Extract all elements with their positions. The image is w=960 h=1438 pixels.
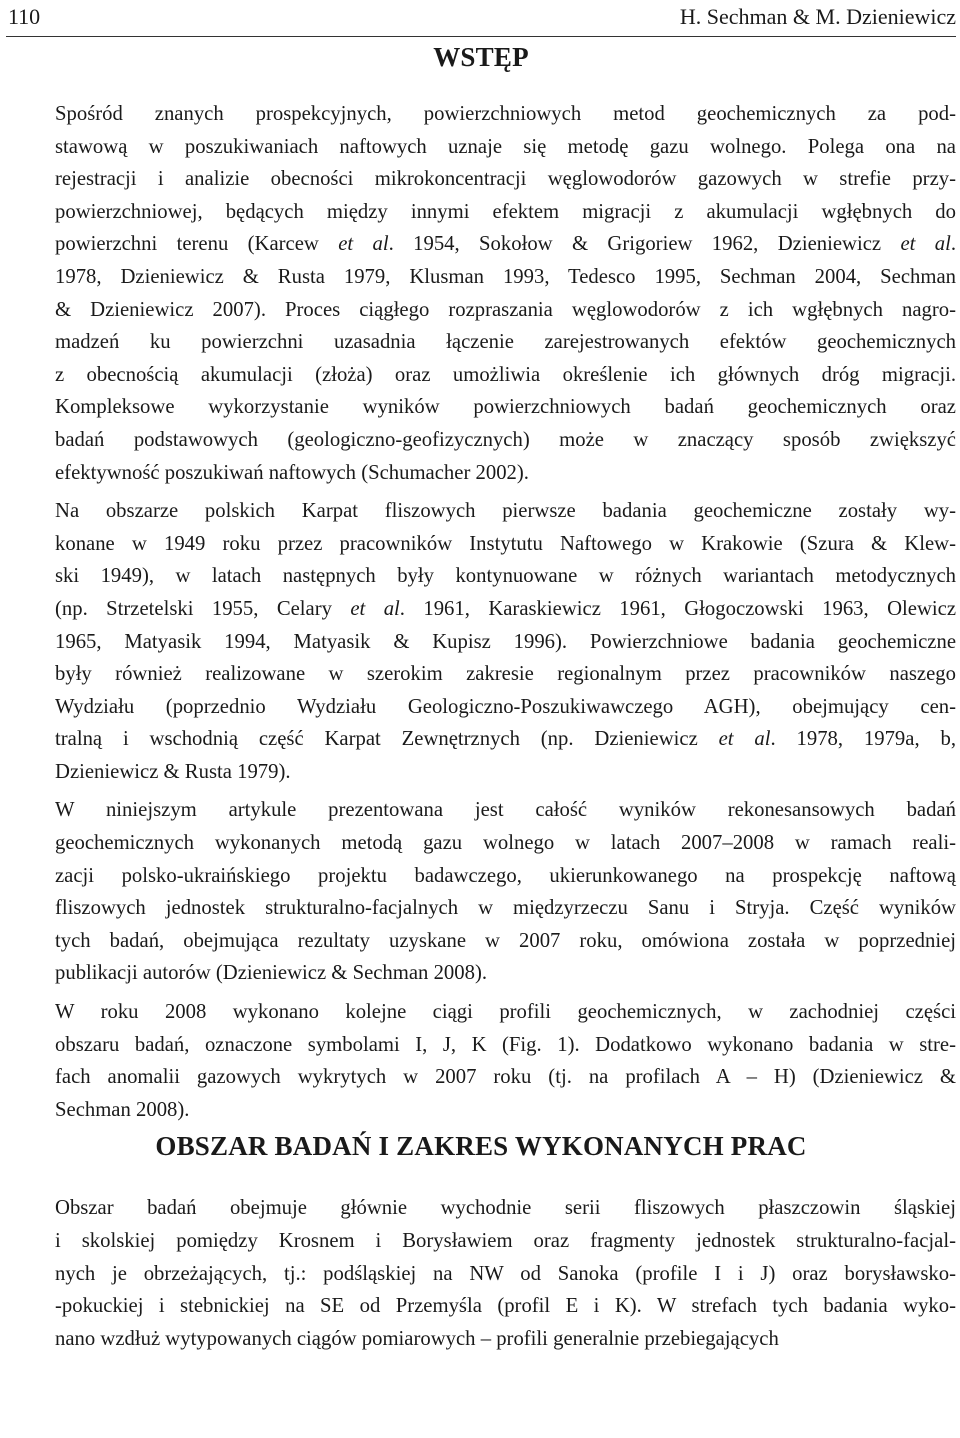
study-area-section-body [6, 1192, 956, 1355]
text-run: powierzchni terenu (Karcew [55, 233, 339, 256]
text-run: Na obszarze polskich Karpat fliszowych pierwsze badania geochemiczne zostały wy- [55, 500, 956, 523]
text-run: & Dzieniewicz 2007). Proces ciągłego rozpraszania węglowodorów z ich wgłębnych nagro- [55, 298, 956, 321]
italic-text: et al [718, 728, 771, 751]
running-header [6, 0, 956, 37]
text-line [6, 1323, 956, 1356]
text-line [6, 391, 956, 424]
text-run: fach anomalii gazowych wykrytych w 2007 roku (tj. na profilach A – H) (Dzieniewicz & [55, 1066, 956, 1089]
text-line [6, 261, 956, 294]
text-run: Spośród znanych prospekcyjnych, powierzchniowych metod geochemicznych za pod- [55, 103, 956, 125]
paragraph [6, 495, 956, 788]
text-line [6, 626, 956, 659]
text-line [6, 1290, 956, 1323]
paragraph [6, 794, 956, 990]
text-line [6, 1061, 956, 1094]
introduction-section-body [6, 98, 956, 1126]
journal-page [6, 0, 956, 1355]
italic-text: et al [350, 597, 400, 620]
text-run: i skolskiej pomiędzy Krosnem i Borysławiem oraz fragmenty jednostek strukturalno-facjal- [55, 1230, 956, 1252]
section-heading-introduction: WSTĘP [433, 42, 529, 72]
text-line [6, 996, 956, 1029]
text-line [6, 691, 956, 724]
text-run: nano wzdłuż wytypowanych ciągów pomiarowych – profili generalnie przebiegających [55, 1327, 779, 1350]
text-line [6, 163, 956, 196]
text-line [6, 957, 956, 990]
text-run: stawową w poszukiwaniach naftowych uznaje się metodę gazu wolnego. Polega ona na [55, 135, 956, 158]
text-line [6, 131, 956, 164]
text-line [6, 528, 956, 561]
text-line [6, 98, 956, 131]
text-line [6, 1225, 956, 1258]
text-line [6, 1192, 956, 1225]
text-line [6, 196, 956, 229]
text-run: 1978, Dzieniewicz & Rusta 1979, Klusman 1993, Tedesco 1995, Sechman 2004, Sechman [55, 265, 956, 288]
text-line [6, 359, 956, 392]
text-run: Dzieniewicz & Rusta 1979). [55, 760, 291, 783]
text-line [6, 658, 956, 691]
text-line [6, 860, 956, 893]
text-run: powierzchniowej, będących między innymi efektem migracji z akumulacji wgłębnych do [55, 200, 956, 223]
text-run: W roku 2008 wykonano kolejne ciągi profili geochemicznych, w zachodniej części [55, 1001, 956, 1024]
text-line [6, 1029, 956, 1062]
section-heading-study-area: OBSZAR BADAŃ I ZAKRES WYKONANYCH PRAC [155, 1131, 807, 1162]
paragraph [6, 996, 956, 1126]
text-run: (np. Strzetelski 1955, Celary [55, 597, 351, 620]
text-run: Kompleksowe wykorzystanie wyników powierzchniowych badań geochemicznych oraz [55, 396, 956, 419]
text-line [6, 1094, 956, 1127]
text-line [6, 294, 956, 327]
text-run: obszaru badań, oznaczone symbolami I, J, K (Fig. 1). Dodatkowo wykonano badania w stre- [55, 1033, 956, 1056]
text-run: tych badań, obejmująca rezultaty uzyskane w 2007 roku, omówiona została w poprzedniej [55, 929, 956, 952]
running-head-authors: H. Sechman & M. Dzieniewicz [679, 4, 956, 29]
text-run: . 1954, Sokołow & Grigoriew 1962, Dzieniewicz [388, 233, 901, 256]
text-run: efektywność poszukiwań naftowych (Schumacher 2002). [55, 461, 529, 484]
text-run: . [950, 233, 957, 256]
text-run: . 1978, 1979a, b, [770, 728, 956, 751]
text-run: madzeń ku powierzchni uzasadnia łączenie zarejestrowanych efektów geochemicznych [55, 331, 956, 354]
text-line [6, 1258, 956, 1291]
text-line [6, 326, 956, 359]
paragraph [6, 98, 956, 489]
text-run: Sechman 2008). [55, 1098, 190, 1121]
text-run: badań podstawowych (geologiczno-geofizycznych) może w znaczący sposób zwiększyć [55, 428, 956, 451]
text-run: Wydziału (poprzednio Wydziału Geologiczno-Poszukiwawczego AGH), obejmujący cen- [55, 695, 956, 718]
text-line [6, 794, 956, 827]
italic-text: et al [338, 233, 389, 256]
text-line [6, 756, 956, 789]
text-run: . 1961, Karaskiewicz 1961, Głogoczowski 1963, Olewicz [399, 597, 957, 620]
text-run: ski 1949), w latach następnych były kontynuowane w różnych wariantach metodycznych [55, 565, 956, 588]
text-run: geochemicznych wykonanych metodą gazu wolnego w latach 2007–2008 w ramach reali- [55, 832, 956, 855]
text-line [6, 495, 956, 528]
italic-text: et al [900, 233, 951, 256]
text-run: zacji polsko-ukraińskiego projektu badawczego, ukierunkowanego na prospekcję naftową [55, 864, 956, 887]
text-line [6, 457, 956, 490]
text-run: tralną i wschodnią część Karpat Zewnętrznych (np. Dzieniewicz [55, 728, 719, 751]
text-run: publikacji autorów (Dzieniewicz & Sechman 2008). [55, 962, 488, 985]
text-line [6, 424, 956, 457]
text-line [6, 827, 956, 860]
text-line [6, 228, 956, 261]
text-run: były również realizowane w szerokim zakresie regionalnym przez pracowników naszego [55, 663, 956, 686]
text-run: -pokuckiej i stebnickiej na SE od Przemyśla (profil E i K). W strefach tych badania wyko- [55, 1295, 956, 1318]
text-run: W niniejszym artykule prezentowana jest całość wyników rekonesansowych badań [55, 799, 956, 822]
text-run: konane w 1949 roku przez pracowników Instytutu Naftowego w Krakowie (Szura & Klew- [55, 532, 956, 555]
text-run: z obecnością akumulacji (złoża) oraz umożliwia określenie ich głównych dróg migracji. [55, 363, 956, 386]
text-line [6, 892, 956, 925]
paragraph [6, 1192, 956, 1355]
text-run: nych je obrzeżających, tj.: podśląskiej na NW od Sanoka (profile I i J) oraz borysławsko- [55, 1262, 956, 1285]
text-run: rejestracji i analizie obecności mikrokoncentracji węglowodorów gazowych w strefie przy- [55, 168, 956, 191]
page-number: 110 [8, 4, 41, 29]
text-run: Obszar badań obejmuje głównie wychodnie serii fliszowych płaszczowin śląskiej [55, 1197, 956, 1220]
text-line [6, 560, 956, 593]
text-line [6, 723, 956, 756]
text-run: fliszowych jednostek strukturalno-facjalnych w międzyrzeczu Sanu i Stryja. Część wyników [55, 897, 956, 920]
text-run: 1965, Matyasik 1994, Matyasik & Kupisz 1996). Powierzchniowe badania geochemiczne [55, 630, 956, 653]
text-line [6, 593, 956, 626]
text-line [6, 925, 956, 958]
